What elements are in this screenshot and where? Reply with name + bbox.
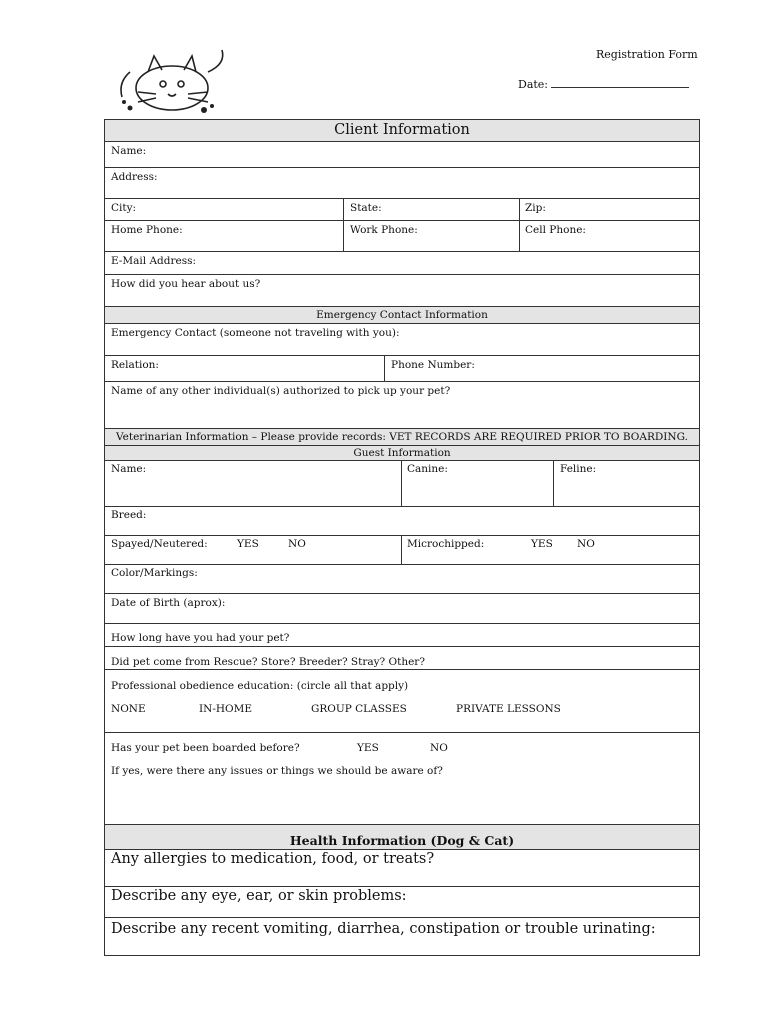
allergies-field[interactable]: Any allergies to medication, food, or treats? — [111, 851, 435, 867]
emergency-contact-field[interactable]: Emergency Contact (someone not traveling with you): — [111, 327, 400, 339]
date-line — [551, 78, 689, 88]
client-state-field[interactable]: State: — [350, 202, 382, 214]
obedience-option-in-home[interactable]: IN-HOME — [199, 703, 253, 715]
microchipped-label: Microchipped: — [407, 538, 485, 550]
health-info-title: Health Information (Dog & Cat) — [289, 833, 515, 848]
date-field[interactable] — [518, 78, 689, 91]
boarded-before-label: Has your pet been boarded before? — [111, 742, 300, 754]
obedience-education-label: Professional obedience education: (circle all that apply) — [111, 680, 409, 692]
spayed-no-option[interactable]: NO — [288, 538, 306, 550]
digestive-urinary-field[interactable]: Describe any recent vomiting, diarrhea, constipation or trouble urinating: — [111, 921, 656, 937]
client-city-field[interactable]: City: — [111, 202, 137, 214]
microchipped-yes-option[interactable]: YES — [531, 538, 553, 550]
how-long-owned-field[interactable]: How long have you had your pet? — [111, 632, 290, 644]
client-email-field[interactable]: E-Mail Address: — [111, 255, 197, 267]
obedience-option-private-lessons[interactable]: PRIVATE LESSONS — [456, 703, 561, 715]
client-name-field[interactable]: Name: — [111, 145, 147, 157]
microchipped-no-option[interactable]: NO — [577, 538, 595, 550]
client-info-title: Client Information — [334, 122, 470, 138]
boarded-yes-option[interactable]: YES — [357, 742, 379, 754]
feline-field[interactable]: Feline: — [560, 463, 597, 475]
form-title: Registration Form — [596, 48, 698, 61]
obedience-option-group-classes[interactable]: GROUP CLASSES — [311, 703, 407, 715]
pet-name-field[interactable]: Name: — [111, 463, 147, 475]
canine-field[interactable]: Canine: — [407, 463, 448, 475]
boarded-no-option[interactable]: NO — [430, 742, 448, 754]
hear-about-us-field[interactable]: How did you hear about us? — [111, 278, 261, 290]
breed-field[interactable]: Breed: — [111, 509, 147, 521]
relation-field[interactable]: Relation: — [111, 359, 159, 371]
vet-info-title: Veterinarian Information – Please provide records: VET RECORDS ARE REQUIRED PRIOR TO BOARDING. — [116, 431, 688, 443]
wag-and-purr-logo-icon — [108, 42, 234, 122]
client-zip-field[interactable]: Zip: — [525, 202, 546, 214]
emergency-phone-field[interactable]: Phone Number: — [391, 359, 475, 371]
client-address-field[interactable]: Address: — [111, 171, 158, 183]
date-of-birth-field[interactable]: Date of Birth (aprox): — [111, 597, 226, 609]
client-cell-phone-field[interactable]: Cell Phone: — [525, 224, 586, 236]
authorized-pickup-field[interactable]: Name of any other individual(s) authorized to pick up your pet? — [111, 385, 451, 397]
emergency-info-title: Emergency Contact Information — [316, 309, 488, 321]
date-label: Date: — [518, 78, 549, 91]
guest-info-title: Guest Information — [353, 447, 451, 459]
obedience-option-none[interactable]: NONE — [111, 703, 146, 715]
eye-ear-skin-field[interactable]: Describe any eye, ear, or skin problems: — [111, 888, 407, 904]
client-home-phone-field[interactable]: Home Phone: — [111, 224, 183, 236]
registration-form — [104, 119, 700, 956]
pet-origin-field[interactable]: Did pet come from Rescue? Store? Breeder? Stray? Other? — [111, 656, 425, 668]
spayed-yes-option[interactable]: YES — [237, 538, 259, 550]
color-markings-field[interactable]: Color/Markings: — [111, 567, 198, 579]
spayed-neutered-label: Spayed/Neutered: — [111, 538, 208, 550]
client-work-phone-field[interactable]: Work Phone: — [350, 224, 418, 236]
boarding-issues-field[interactable]: If yes, were there any issues or things we should be aware of? — [111, 765, 443, 777]
